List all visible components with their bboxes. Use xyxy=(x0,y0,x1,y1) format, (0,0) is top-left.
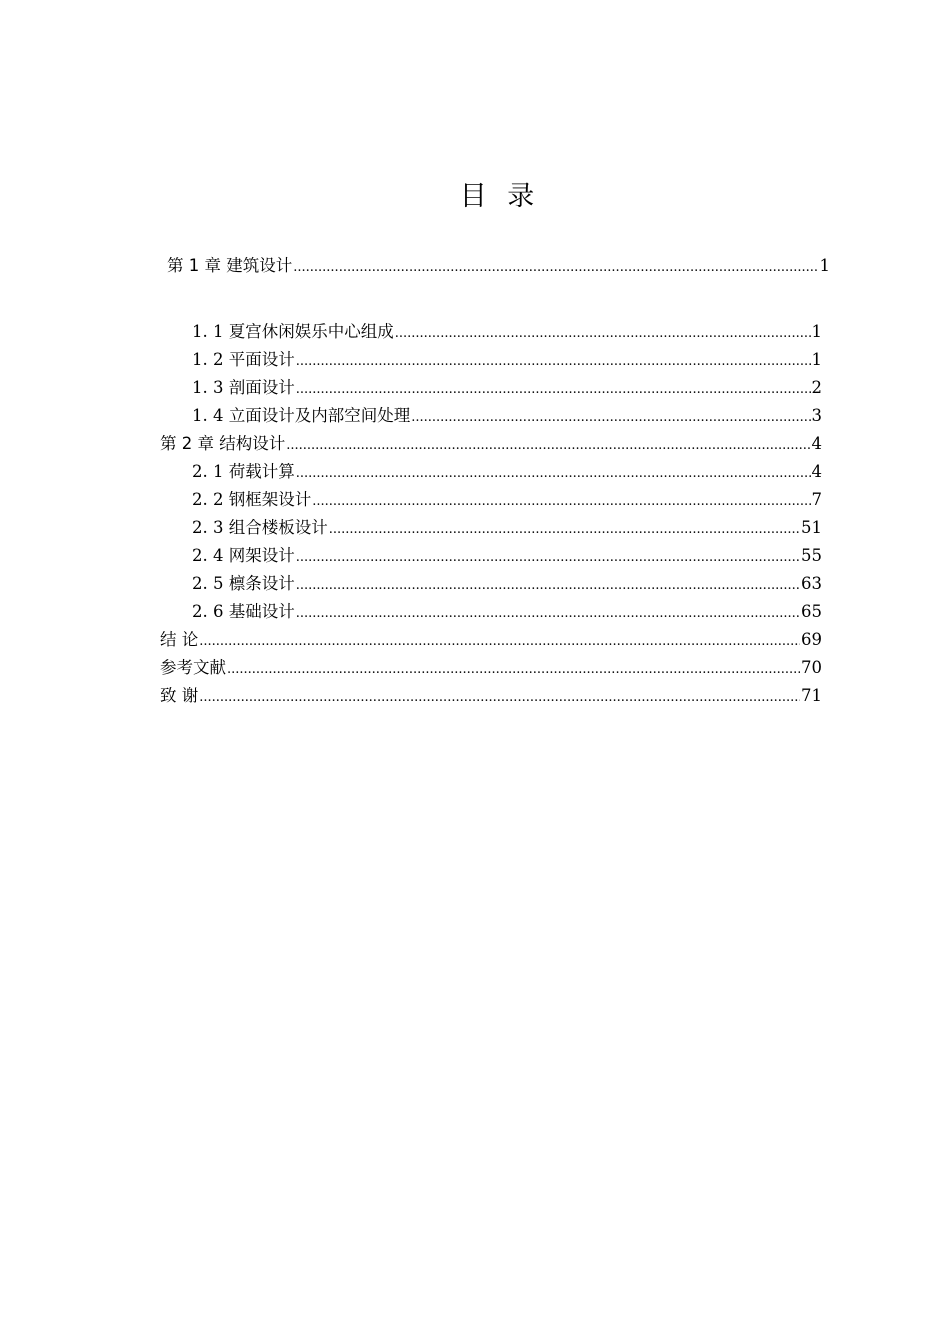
toc-entry-2-2 xyxy=(192,488,822,512)
toc-entry-chapter-1 xyxy=(167,254,830,278)
toc-entry-1-1 xyxy=(192,320,822,344)
toc-entry-page: 71 xyxy=(801,686,822,705)
toc-leader-dots xyxy=(296,600,800,626)
toc-entry-page: 4 xyxy=(811,434,822,453)
toc-leader-dots xyxy=(199,684,800,710)
toc-entry-label: 2. 1 荷载计算 xyxy=(192,462,295,481)
toc-entry-label: 1. 3 剖面设计 xyxy=(192,378,295,397)
toc-entry-1-4 xyxy=(192,404,822,428)
toc-leader-dots xyxy=(296,348,811,374)
toc-entry-page: 69 xyxy=(801,630,822,649)
toc-entry-1-3 xyxy=(192,376,822,400)
toc-entry-label: 1. 1 夏宫休闲娱乐中心组成 xyxy=(192,322,394,341)
toc-entry-page: 1 xyxy=(811,350,822,369)
toc-entry-label: 1. 2 平面设计 xyxy=(192,350,295,369)
toc-entry-references xyxy=(160,656,822,680)
toc-entry-2-1 xyxy=(192,460,822,484)
toc-leader-dots xyxy=(296,460,811,486)
toc-entry-label: 结 论 xyxy=(160,630,199,649)
toc-entry-page: 4 xyxy=(811,462,822,481)
toc-entry-2-4 xyxy=(192,544,822,568)
toc-leader-dots xyxy=(411,404,810,430)
toc-entry-label: 2. 4 网架设计 xyxy=(192,546,295,565)
toc-leader-dots xyxy=(296,572,800,598)
toc-entry-acknowledgements xyxy=(160,684,822,708)
toc-entry-label: 2. 5 檩条设计 xyxy=(192,574,295,593)
toc-entry-page: 63 xyxy=(801,574,822,593)
toc-leader-dots xyxy=(296,376,811,402)
toc-entry-page: 65 xyxy=(801,602,822,621)
toc-entry-1-2 xyxy=(192,348,822,372)
toc-entry-conclusion xyxy=(160,628,822,652)
toc-entry-2-5 xyxy=(192,572,822,596)
toc-entry-2-6 xyxy=(192,600,822,624)
toc-leader-dots xyxy=(199,628,800,654)
toc-entry-page: 70 xyxy=(801,658,822,677)
toc-entry-page: 7 xyxy=(811,490,822,509)
toc-entry-chapter-2 xyxy=(160,432,822,456)
toc-leader-dots xyxy=(329,516,800,542)
toc-entry-label: 2. 6 基础设计 xyxy=(192,602,295,621)
toc-title: 目 录 xyxy=(459,181,541,212)
toc-leader-dots xyxy=(395,320,811,346)
toc-leader-dots xyxy=(293,254,818,280)
toc-leader-dots xyxy=(227,656,800,682)
toc-entry-page: 3 xyxy=(811,406,822,425)
toc-leader-dots xyxy=(286,432,810,458)
toc-leader-dots xyxy=(312,488,810,514)
toc-entry-label: 2. 3 组合楼板设计 xyxy=(192,518,328,537)
toc-entry-page: 55 xyxy=(801,546,822,565)
toc-entry-label: 第 1 章 建筑设计 xyxy=(167,256,293,275)
toc-entry-page: 1 xyxy=(819,256,830,275)
toc-entry-label: 致 谢 xyxy=(160,686,199,705)
toc-entry-2-3 xyxy=(192,516,822,540)
toc-entry-label: 参考文献 xyxy=(160,658,226,677)
toc-entry-page: 2 xyxy=(811,378,822,397)
toc-entry-label: 2. 2 钢框架设计 xyxy=(192,490,312,509)
toc-leader-dots xyxy=(296,544,800,570)
toc-entry-label: 1. 4 立面设计及内部空间处理 xyxy=(192,406,411,425)
toc-entry-label: 第 2 章 结构设计 xyxy=(160,434,286,453)
toc-entry-page: 51 xyxy=(801,518,822,537)
toc-entry-page: 1 xyxy=(811,322,822,341)
